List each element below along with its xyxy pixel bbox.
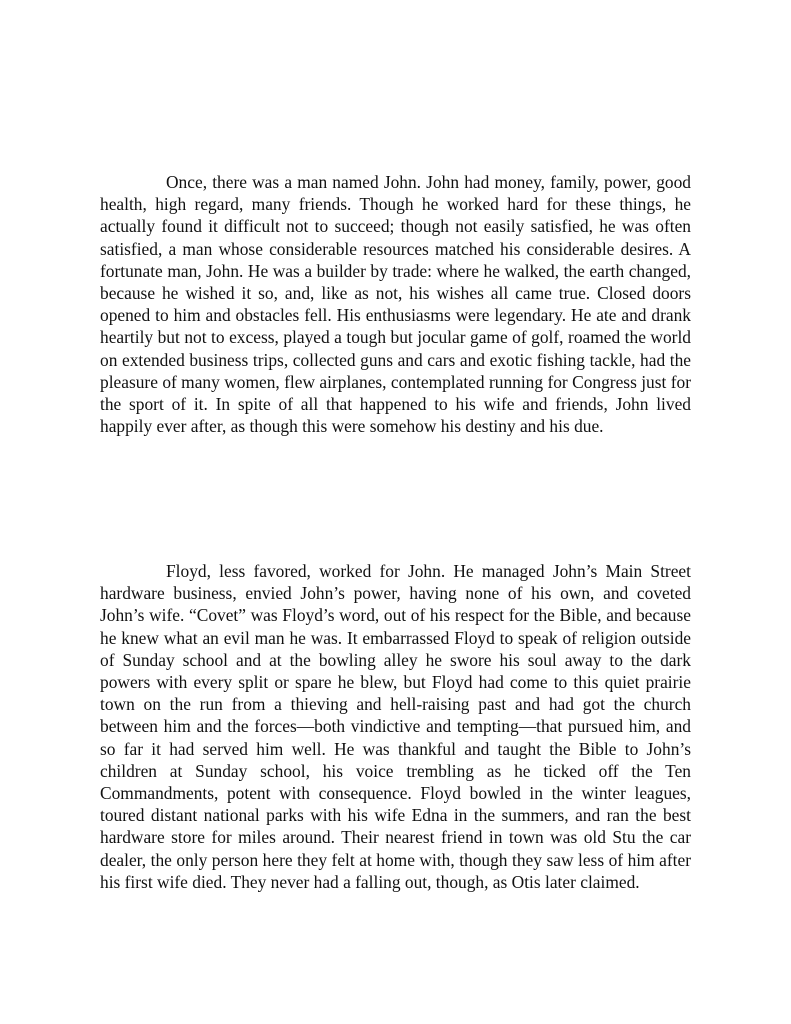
paragraph-john: Once, there was a man named John. John had money, family, power, good health, high regard, many friends. Though he worked hard for these things, he actually found it difficult not to succeed; though not easily satisfied, he was often satisfied, a man whose considerable resources matched his considerable desires. A fortunate man, John. He was a builder by trade: where he walked, the earth changed, because he wished it so, and, like as not, his wishes all came true. Closed doors opened to him and obstacles fell. His enthusiasms were legendary. He ate and drank heartily but not to excess, played a tough but jocular game of golf, roamed the world on extended business trips, collected guns and cars and exotic fishing tackle, had the pleasure of many women, flew airplanes, contemplated running for Congress just for the sport of it. In spite of all that happened to his wife and friends, John lived happily ever after, as though this were somehow his destiny and his due. [100,172,691,437]
paragraph-floyd: Floyd, less favored, worked for John. He managed John’s Main Street hardware business, envied John’s power, having none of his own, and coveted John’s wife. “Covet” was Floyd’s word, out of his respect for the Bible, and because he knew what an evil man he was. It embarrassed Floyd to speak of religion outside of Sunday school and at the bowling alley he swore his soul away to the dark powers with every split or spare he blew, but Floyd had come to this quiet prairie town on the run from a thieving and hell-raising past and had got the church between him and the forces—both vindictive and tempting—that pursued him, and so far it had served him well. He was thankful and taught the Bible to John’s children at Sunday school, his voice trembling as he ticked off the Ten Commandments, potent with consequence. Floyd bowled in the winter leagues, toured distant national parks with his wife Edna in the summers, and ran the best hardware store for miles around. Their nearest friend in town was old Stu the car dealer, the only person here they felt at home with, though they saw less of him after his first wife died. They never had a falling out, though, as Otis later claimed. [100,561,691,892]
